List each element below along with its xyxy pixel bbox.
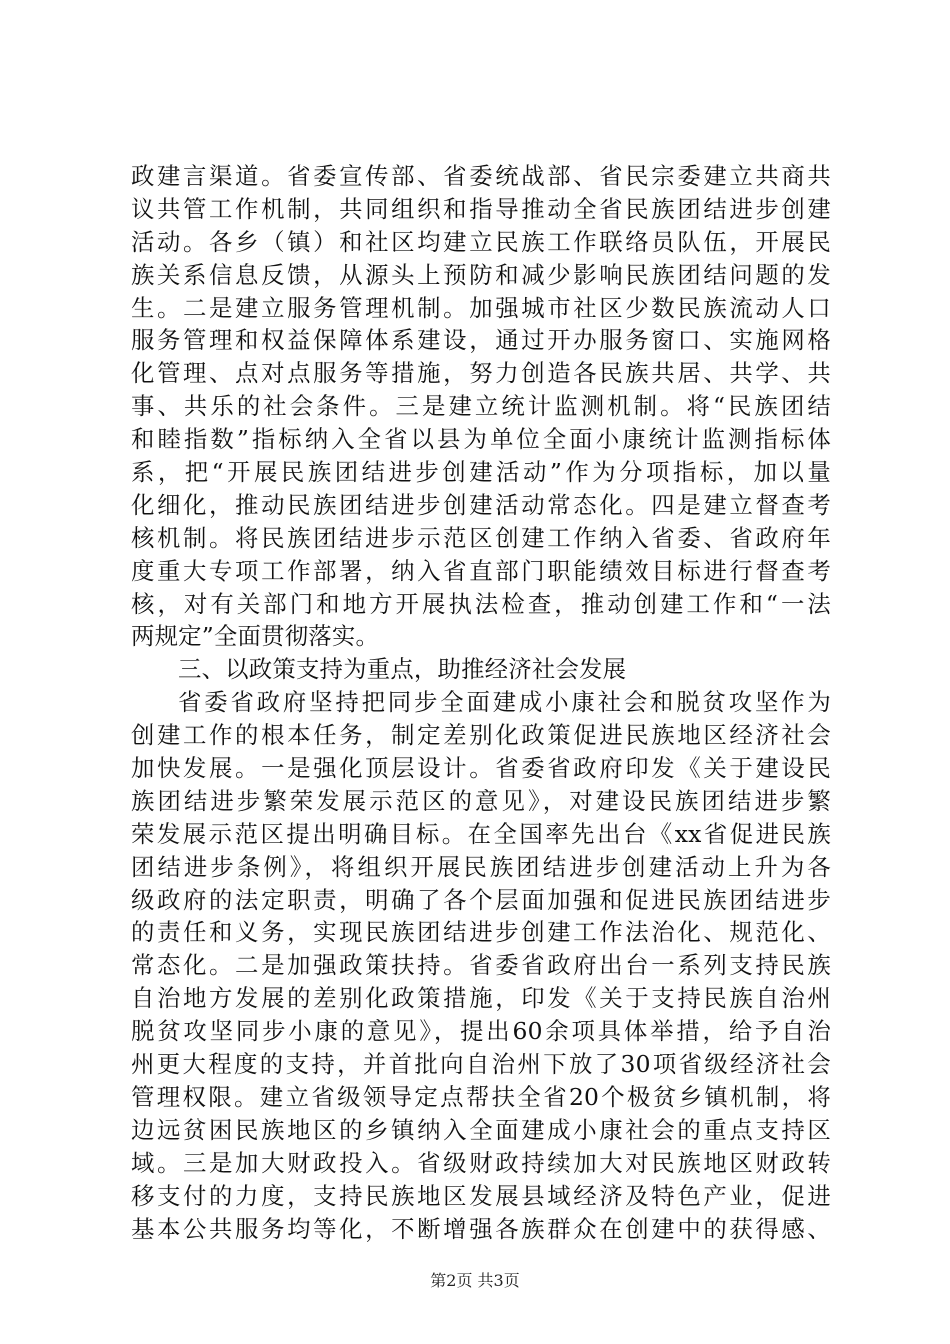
text-line: 域。三是加大财政投入。省级财政持续加大对民族地区财政转	[131, 1148, 831, 1177]
text-line: 级政府的法定职责，明确了各个层面加强和促进民族团结进步	[131, 885, 831, 914]
text-line: 族关系信息反馈，从源头上预防和减少影响民族团结问题的发	[131, 260, 831, 289]
text-line: 活动。各乡（镇）和社区均建立民族工作联络员队伍，开展民	[131, 227, 831, 256]
text-line: 基本公共服务均等化，不断增强各族群众在创建中的获得感、	[131, 1214, 831, 1243]
text-line: 服务管理和权益保障体系建设，通过开办服务窗口、实施网格	[131, 326, 831, 355]
text-line: 化细化，推动民族团结进步创建活动常态化。四是建立督查考	[131, 490, 831, 519]
text-line: 和睦指数”指标纳入全省以县为单位全面小康统计监测指标体	[131, 425, 831, 454]
text-line: 度重大专项工作部署，纳入省直部门职能绩效目标进行督查考	[131, 556, 831, 585]
text-line: 省委省政府坚持把同步全面建成小康社会和脱贫攻坚作为	[178, 688, 831, 717]
text-line: 政建言渠道。省委宣传部、省委统战部、省民宗委建立共商共	[131, 162, 831, 190]
text-line: 系，把“开展民族团结进步创建活动”作为分项指标，加以量	[131, 458, 831, 487]
text-line: 州更大程度的支持，并首批向自治州下放了30项省级经济社会	[131, 1050, 831, 1079]
section-heading: 三、以政策支持为重点，助推经济社会发展	[178, 655, 627, 684]
page-number-footer: 第2页 共3页	[430, 1271, 520, 1290]
text-line: 自治地方发展的差别化政策措施，印发《关于支持民族自治州	[131, 984, 831, 1013]
text-line: 族团结进步繁荣发展示范区的意见》，对建设民族团结进步繁	[131, 786, 831, 815]
text-line: 脱贫攻坚同步小康的意见》，提出60余项具体举措，给予自治	[131, 1017, 831, 1046]
text-line: 团结进步条例》，将组织开展民族团结进步创建活动上升为各	[131, 852, 831, 881]
text-line: 常态化。二是加强政策扶持。省委省政府出台一系列支持民族	[131, 951, 831, 980]
text-line: 生。二是建立服务管理机制。加强城市社区少数民族流动人口	[131, 293, 831, 322]
text-line: 移支付的力度，支持民族地区发展县域经济及特色产业，促进	[131, 1181, 831, 1210]
text-line: 事、共乐的社会条件。三是建立统计监测机制。将“民族团结	[131, 392, 831, 421]
text-line: 核机制。将民族团结进步示范区创建工作纳入省委、省政府年	[131, 523, 831, 552]
text-line: 创建工作的根本任务，制定差别化政策促进民族地区经济社会	[131, 721, 831, 750]
text-line: 两规定”全面贯彻落实。	[131, 622, 380, 651]
document-body	[131, 160, 831, 1245]
text-line: 管理权限。建立省级领导定点帮扶全省20个极贫乡镇机制，将	[131, 1082, 831, 1111]
text-line: 加快发展。一是强化顶层设计。省委省政府印发《关于建设民	[131, 754, 831, 783]
text-line: 的责任和义务，实现民族团结进步创建工作法治化、规范化、	[131, 918, 831, 947]
text-line: 化管理、点对点服务等措施，努力创造各民族共居、共学、共	[131, 359, 831, 388]
text-line: 核，对有关部门和地方开展执法检查，推动创建工作和“一法	[131, 589, 831, 618]
text-line: 荣发展示范区提出明确目标。在全国率先出台《xx省促进民族	[131, 819, 831, 848]
text-line: 边远贫困民族地区的乡镇纳入全面建成小康社会的重点支持区	[131, 1115, 831, 1144]
text-line: 议共管工作机制，共同组织和指导推动全省民族团结进步创建	[131, 194, 831, 223]
